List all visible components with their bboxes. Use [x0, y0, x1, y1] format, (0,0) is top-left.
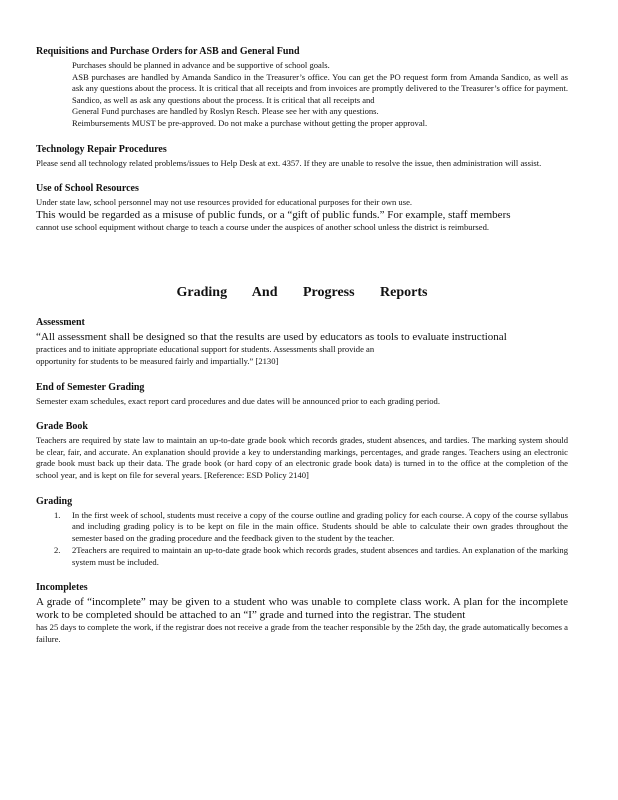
- list-item: 2. 2Teachers are required to maintain an up-to-date grade book which records grades, student absences and tardies. An explanation of the marking system must be included.: [54, 545, 568, 567]
- list-item: General Fund purchases are handled by Roslyn Resch. Please see her with any questions.: [72, 106, 379, 117]
- grading-section: [36, 496, 568, 569]
- incompletes-text-1: A grade of “incomplete” may be given to a student who was unable to complete class work. A plan for the incomplete work to be completed should be attached to an “I” grade and turned into the registrar. The student: [36, 596, 568, 622]
- list-item: ASB purchases are handled by Amanda Sandico in the Treasurer’s office. You can get the PO request form from Amanda Sandico, as well as ask any questions about the process. It is critical that all receipts and from invoices are promptly delivered to the Treasurer’s office for payment. Sandico, as well as ask any questions about the process. It is critical that all receipts and: [72, 71, 568, 105]
- list-item: Purchases should be planned in advance and be supportive of school goals.: [72, 60, 330, 70]
- assessment-text-1: “All assessment shall be designed so that the results are used by educators as tools to evaluate instructional: [36, 331, 507, 344]
- requisitions-list: [36, 60, 568, 130]
- page-title: Grading And Progress Reports: [176, 285, 428, 301]
- assessment-heading: Assessment: [36, 317, 85, 329]
- school-resources-heading: Use of School Resources: [36, 183, 139, 195]
- technology-text: Please send all technology related problems/issues to Help Desk at ext. 4357. If they are unable to resolve the issue, then administration will assist.: [36, 157, 542, 168]
- list-number: 2.: [54, 545, 61, 556]
- grade-book-heading: Grade Book: [36, 421, 88, 433]
- incompletes-section: [36, 582, 568, 645]
- end-semester-text: Semester exam schedules, exact report card procedures and due dates will be announced prior to each grading period.: [36, 395, 440, 406]
- grading-heading: Grading: [36, 495, 73, 507]
- list-item: 1. In the first week of school, students must receive a copy of the course outline and grading policy for each course. A copy of the course syllabus and including grading policy is to be kept on file in the main office. Students should be able to calculate their own grades throughout the semester based on the grading procedure and the feedback given to the student by the teacher.: [54, 509, 568, 543]
- requisitions-section: [36, 46, 568, 130]
- assessment-section: [36, 317, 568, 367]
- grade-book-section: [36, 421, 568, 481]
- school-resources-text-1: Under state law, school personnel may not use resources provided for educational purposes for their own use.: [36, 197, 413, 208]
- grade-book-text: Teachers are required by state law to maintain an up-to-date grade book which records grades, student absences, and tardies. The marking system should be clear, fair, and accurate. An explanation should provide a key to understanding markings, percentages, and grade ranges. Teachers using an electronic grade book must back up their data. The grade book (or hard copy of an electronic grade book data) is turned in to the office at the completion of the school year, and is kept on file for several years. [Reference: ESD Policy 2140]: [36, 435, 568, 480]
- document-page: [36, 46, 568, 660]
- assessment-text-3: opportunity for students to be measured fairly and impartially.” [2130]: [36, 355, 279, 366]
- school-resources-text-2: This would be regarded as a misuse of public funds, or a “gift of public funds.” For example, staff members: [36, 208, 511, 221]
- technology-heading: Technology Repair Procedures: [36, 143, 167, 155]
- incompletes-text-2: has 25 days to complete the work, if the registrar does not receive a grade from the teacher responsible by the 25th day, the grade automatically becomes a failure.: [36, 622, 568, 645]
- requisitions-heading: Requisitions and Purchase Orders for ASB and General Fund: [36, 46, 300, 57]
- technology-section: [36, 144, 568, 170]
- school-resources-text-3: cannot use school equipment without charge to teach a course under the auspices of another school unless the district is reimbursed.: [36, 221, 490, 232]
- end-semester-section: [36, 382, 568, 408]
- list-number: 1.: [54, 509, 61, 520]
- school-resources-section: [36, 183, 568, 233]
- list-item: Reimbursements MUST be pre-approved. Do not make a purchase without getting the proper approval.: [72, 117, 428, 128]
- end-semester-heading: End of Semester Grading: [36, 381, 145, 393]
- grading-list: [36, 510, 568, 569]
- assessment-text-2: practices and to initiate appropriate educational support for students. Assessments shall provide an: [36, 344, 375, 355]
- incompletes-heading: Incompletes: [36, 582, 88, 594]
